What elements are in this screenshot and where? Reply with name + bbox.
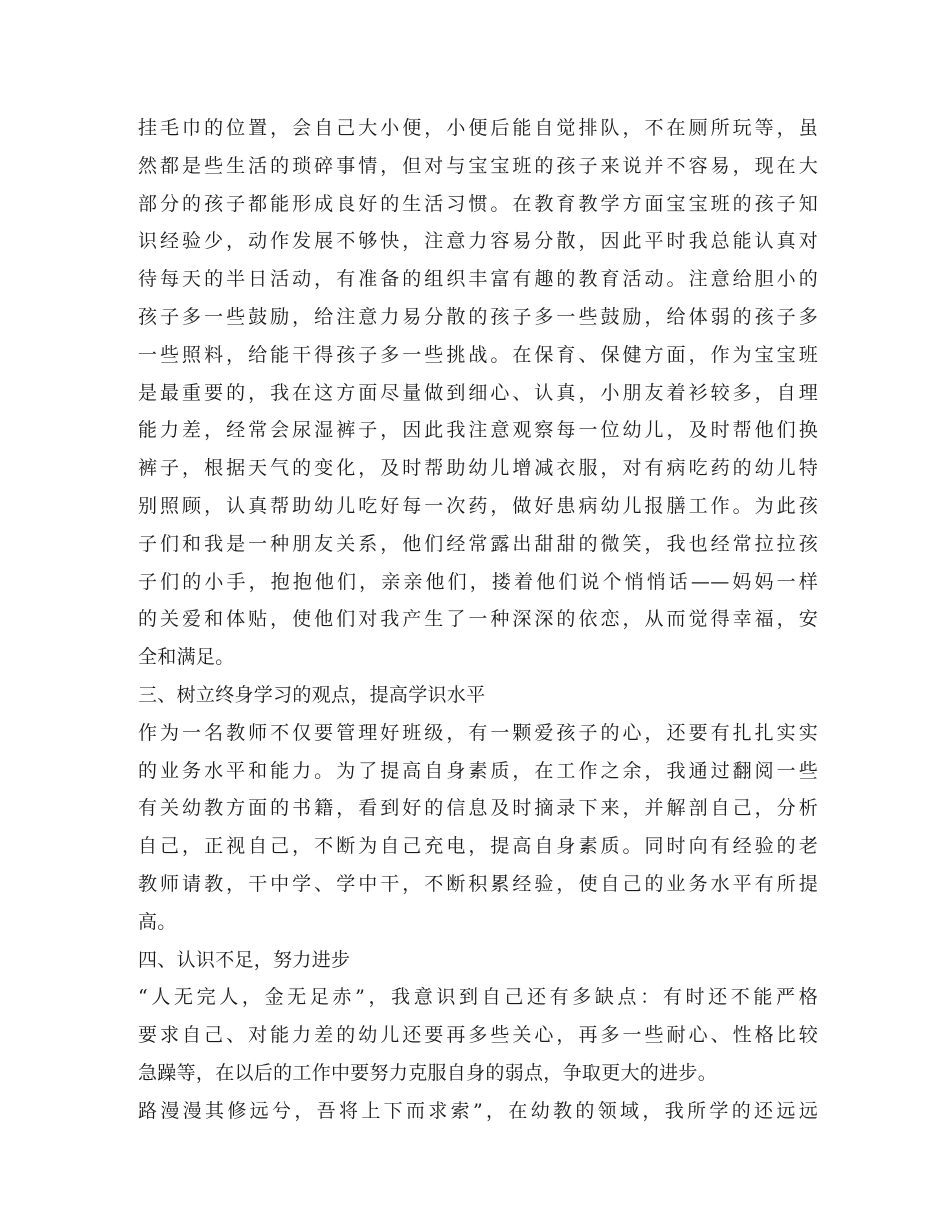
text-line: 的关爱和体贴，使他们对我产生了一种深深的依恋，从而觉得幸福，安 <box>138 608 818 631</box>
text-line: 路漫漫其修远兮，吾将上下而求索”，在幼教的领域，我所学的还远远 <box>138 1099 818 1122</box>
text-line: 子们和我是一种朋友关系，他们经常露出甜甜的微笑，我也经常拉拉孩 <box>138 532 818 555</box>
text-line: 的业务水平和能力。为了提高自身素质，在工作之余，我通过翻阅一些 <box>138 759 818 782</box>
section-heading-4: 四、认识不足，努力进步 <box>138 948 351 971</box>
document-body <box>138 110 818 1131</box>
text-line: 裤子，根据天气的变化，及时帮助幼儿增减衣服，对有病吃药的幼儿特 <box>138 457 818 480</box>
text-line: 是最重要的，我在这方面尽量做到细心、认真，小朋友着衫较多，自理 <box>138 381 818 404</box>
paragraph-end-line: 全和满足。 <box>138 646 235 669</box>
text-line: 别照顾，认真帮助幼儿吃好每一次药，做好患病幼儿报膳工作。为此孩 <box>138 494 818 517</box>
text-line: 然都是些生活的琐碎事情，但对与宝宝班的孩子来说并不容易，现在大 <box>138 154 818 177</box>
text-line: 有关幼教方面的书籍，看到好的信息及时摘录下来，并解剖自己，分析 <box>138 797 818 820</box>
paragraph-end-line: 高。 <box>138 910 177 933</box>
text-line: 能力差，经常会尿湿裤子，因此我注意观察每一位幼儿，及时帮他们换 <box>138 419 818 442</box>
text-line: 子们的小手，抱抱他们，亲亲他们，搂着他们说个悄悄话——妈妈一样 <box>138 570 818 593</box>
text-line: 挂毛巾的位置，会自己大小便，小便后能自觉排队，不在厕所玩等，虽 <box>138 117 818 139</box>
text-line: 一些照料，给能干得孩子多一些挑战。在保育、保健方面，作为宝宝班 <box>138 343 818 366</box>
text-line: 作为一名教师不仅要管理好班级，有一颗爱孩子的心，还要有扎扎实实 <box>138 721 818 744</box>
text-line: 识经验少，动作发展不够快，注意力容易分散，因此平时我总能认真对 <box>138 230 818 253</box>
text-line: 自己，正视自己，不断为自己充电，提高自身素质。同时向有经验的老 <box>138 835 818 858</box>
text-line: 教师请教，干中学、学中干，不断积累经验，使自己的业务水平有所提 <box>138 872 818 895</box>
section-heading-3: 三、树立终身学习的观点，提高学识水平 <box>138 683 486 706</box>
text-line: 待每天的半日活动，有准备的组织丰富有趣的教育活动。注意给胆小的 <box>138 268 818 291</box>
text-line: 部分的孩子都能形成良好的生活习惯。在教育教学方面宝宝班的孩子知 <box>138 192 818 215</box>
paragraph-end-line: 急躁等，在以后的工作中要努力克服自身的弱点，争取更大的进步。 <box>138 1061 718 1084</box>
text-line: 孩子多一些鼓励，给注意力易分散的孩子多一些鼓励，给体弱的孩子多 <box>138 305 818 328</box>
text-line: “人无完人，金无足赤”，我意识到自己还有多缺点：有时还不能严格 <box>138 986 818 1009</box>
text-line: 要求自己、对能力差的幼儿还要再多些关心，再多一些耐心、性格比较 <box>138 1024 818 1047</box>
